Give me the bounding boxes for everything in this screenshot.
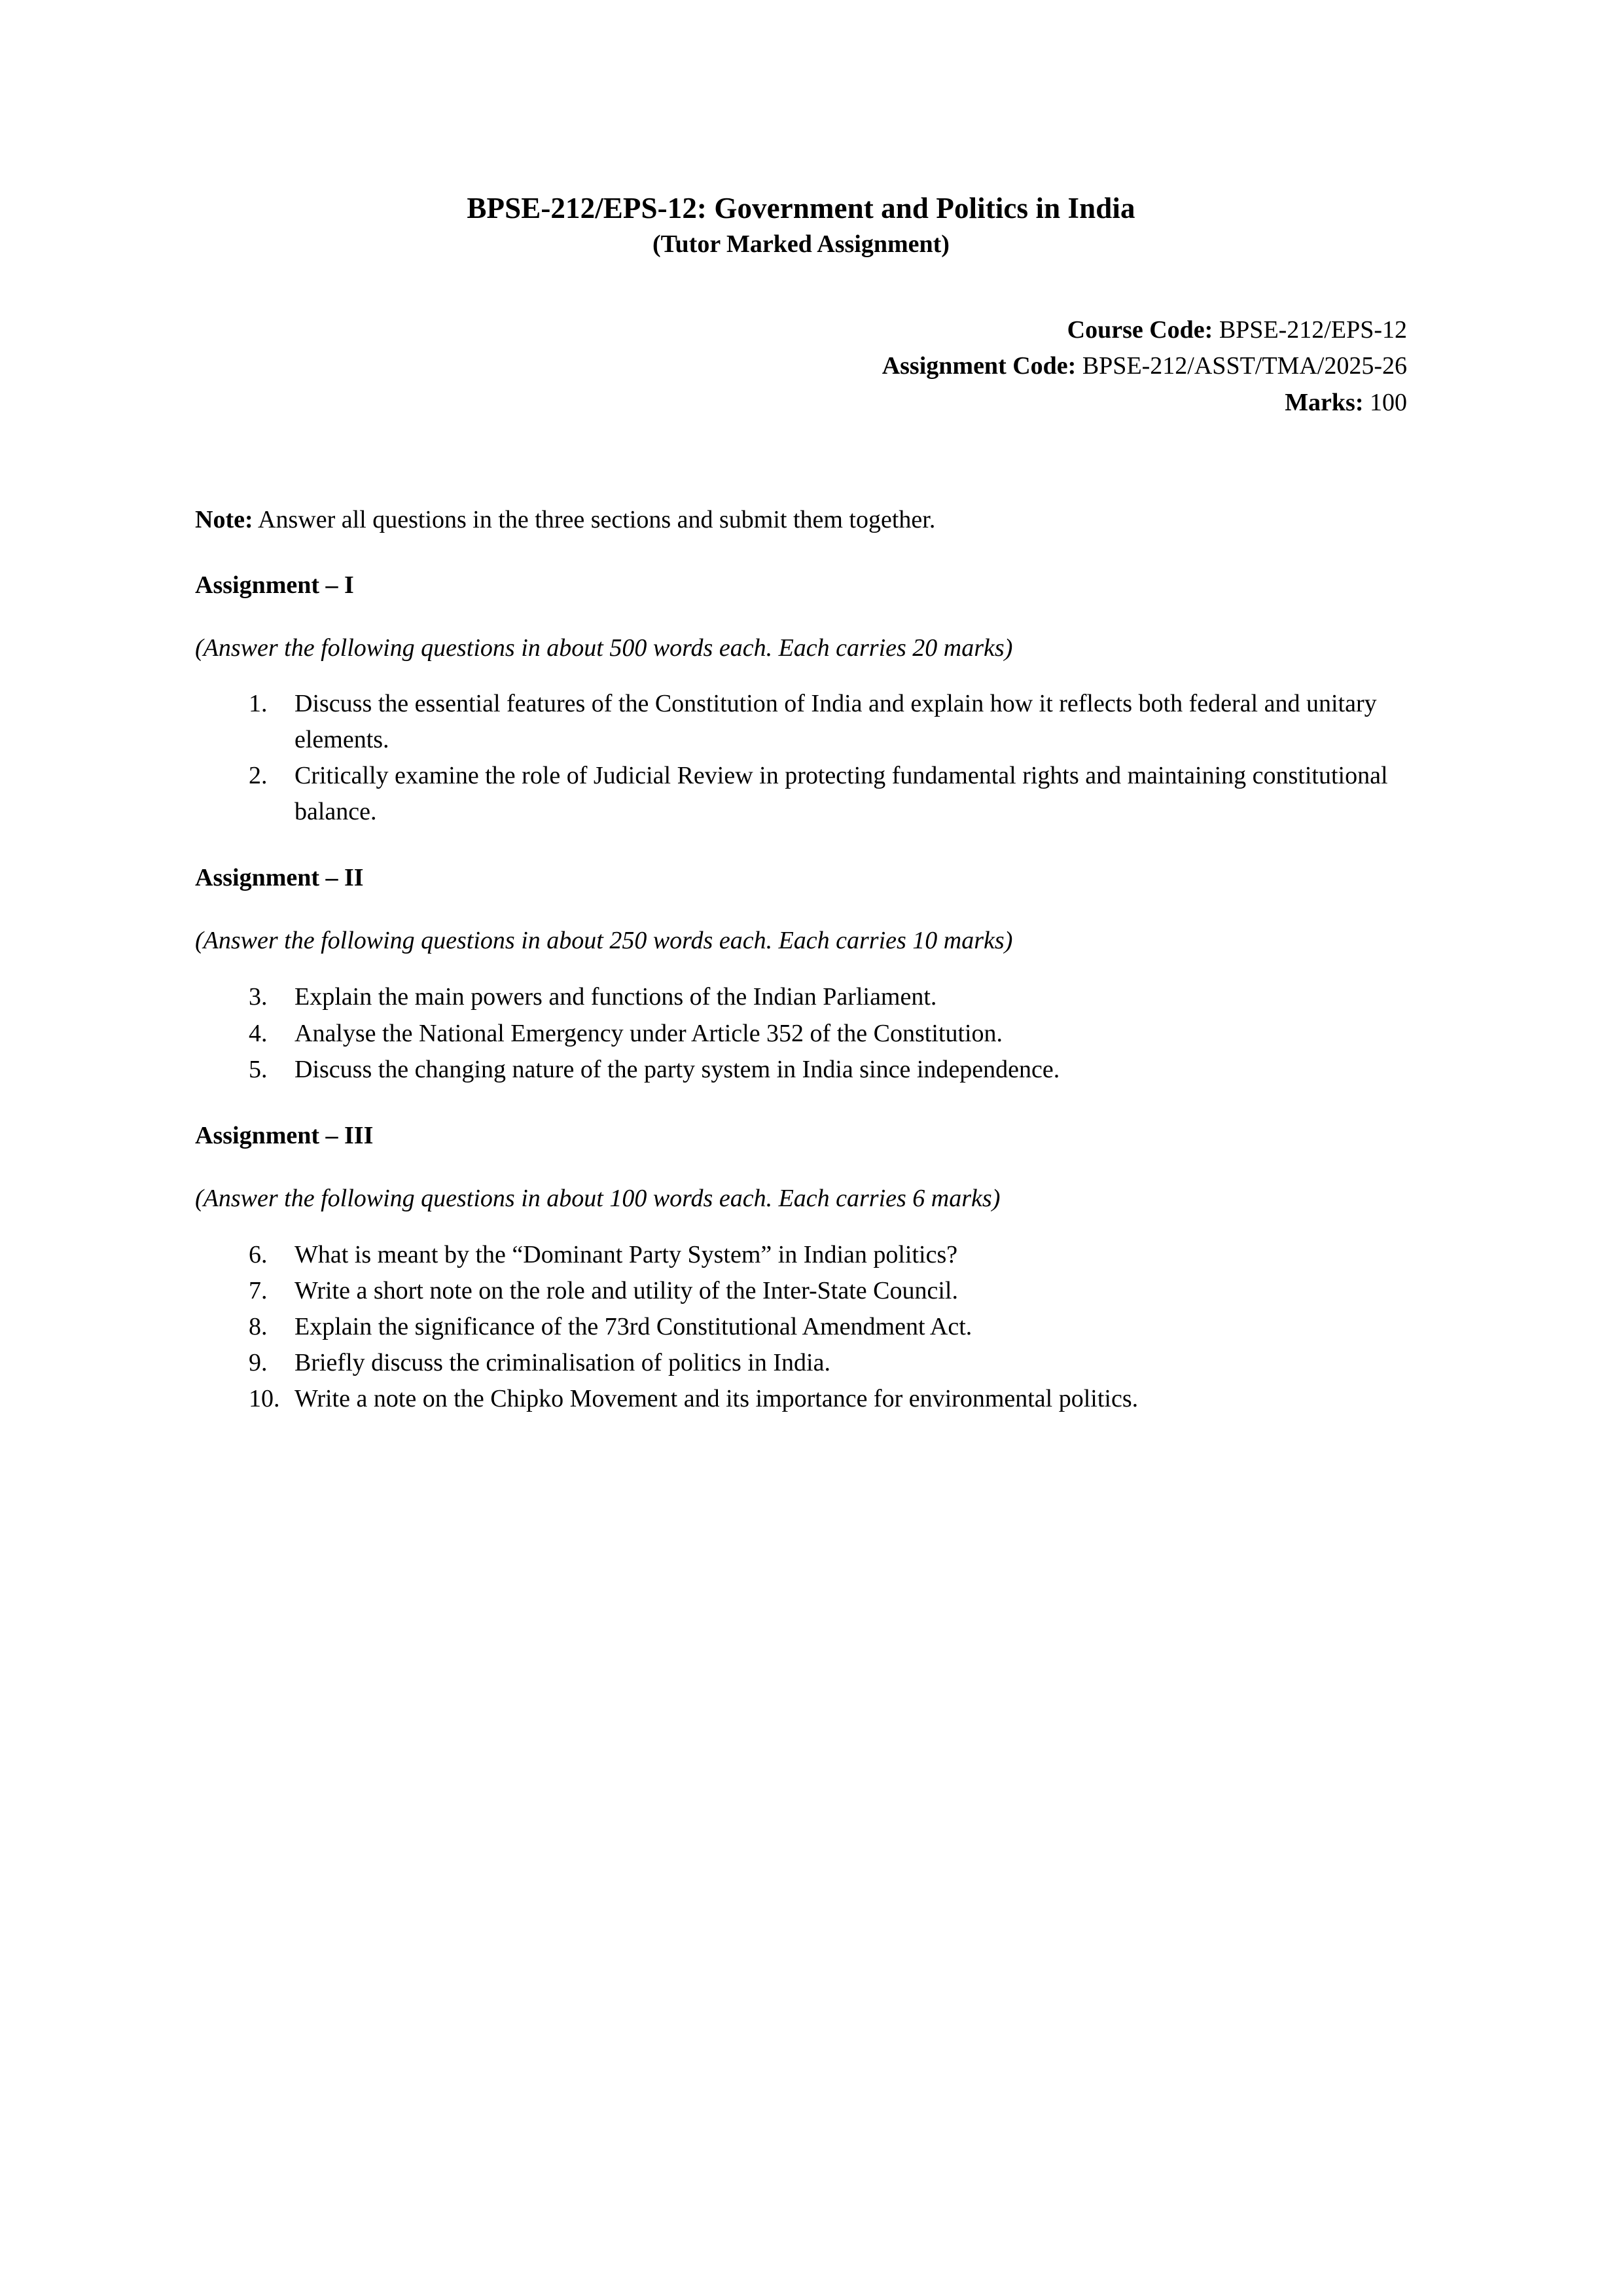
question-list-section-3 xyxy=(195,1237,1407,1417)
page-subtitle: (Tutor Marked Assignment) xyxy=(652,230,950,259)
section-heading-1: Assignment – I xyxy=(195,571,354,600)
question-text: Discuss the essential features of the Constitution of India and explain how it reflects both federal and unitary elements. xyxy=(294,689,1377,753)
page-title: BPSE-212/EPS-12: Government and Politics in India xyxy=(467,192,1135,224)
section-instruction-2: (Answer the following questions in about 250 words each. Each carries 10 marks) xyxy=(195,927,1013,955)
list-item xyxy=(195,1381,1407,1417)
question-list-section-1 xyxy=(195,686,1407,830)
question-text: Briefly discuss the criminalisation of politics in India. xyxy=(294,1349,830,1377)
question-number: 1. xyxy=(249,689,268,717)
course-code-line xyxy=(195,312,1407,348)
assignment-code-value: BPSE-212/ASST/TMA/2025-26 xyxy=(1082,352,1407,380)
list-item xyxy=(195,1016,1407,1052)
note-paragraph xyxy=(195,503,1407,537)
question-text: Write a short note on the role and utility of the Inter-State Council. xyxy=(294,1277,958,1305)
assignment-code-line xyxy=(195,348,1407,384)
marks-line xyxy=(195,385,1407,421)
question-number: 6. xyxy=(249,1241,268,1269)
course-code-label: Course Code: xyxy=(1067,315,1213,344)
list-item xyxy=(195,1273,1407,1309)
question-number: 7. xyxy=(249,1277,268,1305)
question-text: Analyse the National Emergency under Article 352 of the Constitution. xyxy=(294,1019,1003,1047)
question-text: Explain the significance of the 73rd Constitutional Amendment Act. xyxy=(294,1313,972,1341)
question-number: 5. xyxy=(249,1055,268,1083)
section-instruction-1: (Answer the following questions in about 500 words each. Each carries 20 marks) xyxy=(195,634,1013,662)
question-text: What is meant by the “Dominant Party System” in Indian politics? xyxy=(294,1241,958,1269)
question-number: 10. xyxy=(249,1385,280,1413)
section-heading-2: Assignment – II xyxy=(195,864,364,892)
list-item xyxy=(195,1345,1407,1381)
course-code-value: BPSE-212/EPS-12 xyxy=(1219,315,1407,344)
note-label: Note: xyxy=(195,506,253,534)
marks-value: 100 xyxy=(1370,388,1407,416)
document-header xyxy=(195,0,1407,260)
question-number: 9. xyxy=(249,1349,268,1377)
question-number: 3. xyxy=(249,983,268,1011)
question-number: 4. xyxy=(249,1019,268,1047)
assignment-code-label: Assignment Code: xyxy=(882,352,1077,380)
course-metadata xyxy=(195,312,1407,421)
list-item xyxy=(195,979,1407,1015)
question-text: Critically examine the role of Judicial Review in protecting fundamental rights and maintaining constitutional balance. xyxy=(294,761,1388,825)
question-text: Discuss the changing nature of the party system in India since independence. xyxy=(294,1055,1060,1083)
list-item xyxy=(195,1052,1407,1088)
list-item xyxy=(195,686,1407,758)
list-item xyxy=(195,1309,1407,1345)
question-list-section-2 xyxy=(195,979,1407,1087)
question-number: 8. xyxy=(249,1313,268,1341)
question-text: Explain the main powers and functions of the Indian Parliament. xyxy=(294,983,937,1011)
section-instruction-3: (Answer the following questions in about 100 words each. Each carries 6 marks) xyxy=(195,1184,1001,1212)
question-number: 2. xyxy=(249,761,268,789)
section-heading-3: Assignment – III xyxy=(195,1121,374,1149)
question-text: Write a note on the Chipko Movement and its importance for environmental politics. xyxy=(294,1385,1139,1413)
list-item xyxy=(195,1237,1407,1273)
note-text: Answer all questions in the three sections and submit them together. xyxy=(258,506,936,534)
list-item xyxy=(195,758,1407,830)
marks-label: Marks: xyxy=(1285,388,1364,416)
